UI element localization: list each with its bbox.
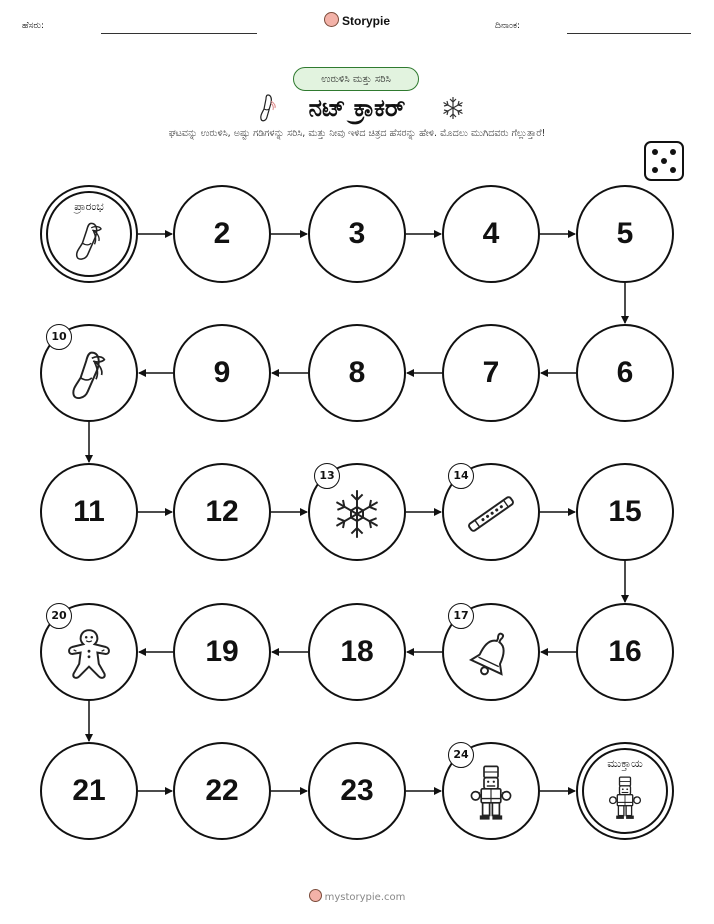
board-cell-10 bbox=[40, 324, 138, 422]
cell-number-badge: 24 bbox=[448, 742, 474, 768]
board-cell-20 bbox=[40, 603, 138, 701]
board-cell-6 bbox=[576, 324, 674, 422]
board-cell-24 bbox=[442, 742, 540, 840]
board-cell-25 bbox=[576, 742, 674, 840]
cell-number-badge: 14 bbox=[448, 463, 474, 489]
cell-number: 23 bbox=[340, 774, 374, 807]
cell-number: 22 bbox=[205, 774, 239, 807]
board-cell-4 bbox=[442, 185, 540, 283]
cell-number: 7 bbox=[482, 356, 500, 389]
cell-number-badge: 17 bbox=[448, 603, 474, 629]
board-cell-15 bbox=[576, 463, 674, 561]
snowflake-icon bbox=[329, 486, 385, 546]
flute-icon bbox=[463, 486, 519, 546]
cell-number: 19 bbox=[205, 635, 239, 668]
page-title: ನಟ್ ಕ್ರಾಕರ್ bbox=[308, 94, 406, 122]
brand-name: Storypie bbox=[341, 14, 390, 28]
board-cell-3 bbox=[308, 185, 406, 283]
name-label: ಹೆಸರು: bbox=[22, 21, 45, 31]
gingerbread-man-icon bbox=[61, 626, 117, 686]
bell-icon bbox=[463, 626, 519, 686]
subtitle-badge: ಉರುಳಿಸಿ ಮತ್ತು ಸರಿಸಿ bbox=[293, 67, 419, 91]
cell-number: 18 bbox=[340, 635, 374, 668]
start-label: ಪ್ರಾರಂಭ bbox=[74, 200, 104, 213]
cell-number: 5 bbox=[616, 217, 634, 250]
board-cell-2 bbox=[173, 185, 271, 283]
board-cell-1 bbox=[40, 185, 138, 283]
footer bbox=[0, 889, 714, 903]
instructions: ಘಟವನ್ನು ಉರುಳಿಸಿ, ಅಷ್ಟು ಗಡಿಗಳನ್ನು ಸರಿಸಿ, ಮತ್ತು ನೀವು ಇಳಿದ ಚಿತ್ರದ ಹೆಸರನ್ನು ಹೇಳಿ. ಮೊದಲು ಮುಗಿದವರು ಗೆಲ್ಲುತ್ತಾರೆ! bbox=[168, 128, 546, 139]
board-cell-18 bbox=[308, 603, 406, 701]
ballet-shoe-icon bbox=[67, 219, 111, 267]
cell-number: 4 bbox=[482, 217, 500, 250]
cell-number: 16 bbox=[608, 635, 642, 668]
cell-number: 21 bbox=[72, 774, 106, 807]
cell-number: 6 bbox=[616, 356, 634, 389]
board-cell-19 bbox=[173, 603, 271, 701]
date-label: ದಿನಾಂಕ: bbox=[495, 21, 521, 31]
footer-url[interactable]: mystorypie.com bbox=[324, 892, 406, 903]
cell-number: 11 bbox=[73, 495, 105, 528]
cell-number-badge: 10 bbox=[46, 324, 72, 350]
cell-number-badge: 20 bbox=[46, 603, 72, 629]
cell-number-badge: 13 bbox=[314, 463, 340, 489]
cell-number: 12 bbox=[205, 495, 239, 528]
ballet-shoe-icon bbox=[61, 347, 117, 407]
cell-number: 3 bbox=[348, 217, 366, 250]
board-cell-21 bbox=[40, 742, 138, 840]
board-cell-11 bbox=[40, 463, 138, 561]
board-cell-17 bbox=[442, 603, 540, 701]
storypie-logo-icon bbox=[309, 889, 322, 902]
board-cell-9 bbox=[173, 324, 271, 422]
board-cell-23 bbox=[308, 742, 406, 840]
board-cell-16 bbox=[576, 603, 674, 701]
board-cell-7 bbox=[442, 324, 540, 422]
board-cell-12 bbox=[173, 463, 271, 561]
board-cell-22 bbox=[173, 742, 271, 840]
cell-number: 9 bbox=[213, 356, 231, 389]
nutcracker-icon bbox=[603, 776, 647, 824]
board-cell-8 bbox=[308, 324, 406, 422]
board-cell-14 bbox=[442, 463, 540, 561]
board-cell-5 bbox=[576, 185, 674, 283]
finish-label: ಮುಕ್ತಾಯ bbox=[607, 757, 643, 770]
cell-number: 15 bbox=[608, 495, 642, 528]
board-cell-13 bbox=[308, 463, 406, 561]
cell-number: 2 bbox=[213, 217, 231, 250]
cell-number: 8 bbox=[348, 356, 366, 389]
nutcracker-icon bbox=[463, 765, 519, 825]
